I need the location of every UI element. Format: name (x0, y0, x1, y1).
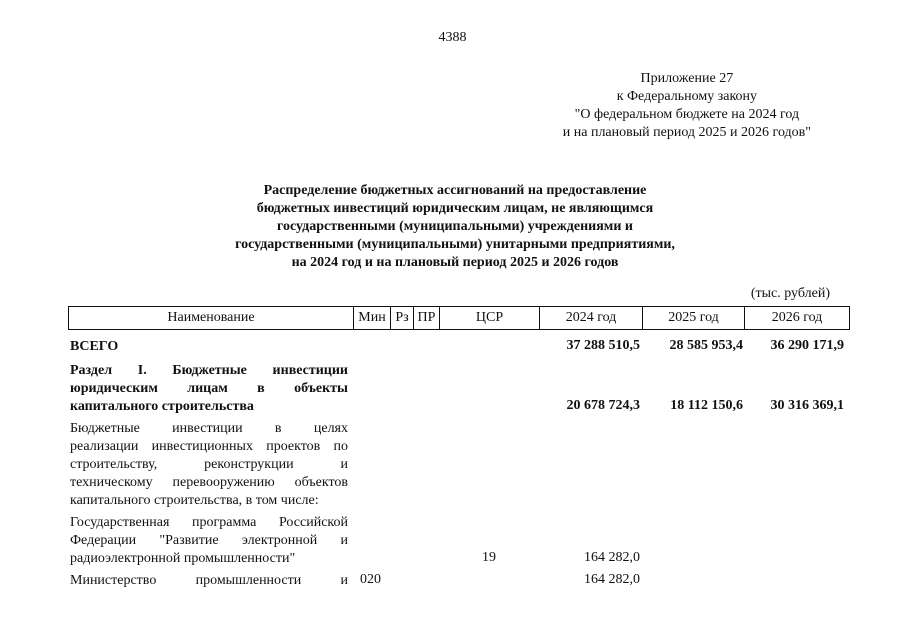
row-name-line: реализации инвестиционных проектов по (70, 439, 348, 454)
value-2024: 164 282,0 (584, 550, 640, 565)
value-2024: 20 678 724,3 (566, 398, 640, 413)
value-csr: 19 (482, 550, 496, 565)
row-name-line: Федерации "Развитие электронной и (70, 533, 348, 548)
table-row-total (70, 338, 850, 356)
header-rz: Рз (391, 307, 414, 329)
row-name (70, 572, 348, 590)
row-name-line: Бюджетные инвестиции в целях (70, 421, 348, 436)
appendix-line: "О федеральном бюджете на 2024 год (574, 107, 800, 122)
table-header (68, 306, 850, 330)
page-number: 4388 (438, 30, 467, 45)
document-title (190, 182, 720, 272)
header-csr: ЦСР (440, 307, 540, 329)
header-min: Мин (354, 307, 391, 329)
row-name-line: юридическим лицам в объекты (70, 381, 348, 396)
value-2024: 164 282,0 (584, 572, 640, 587)
row-name-line: Государственная программа Российской (70, 515, 348, 530)
row-name: ВСЕГО (70, 339, 119, 354)
units-label: (тыс. рублей) (750, 286, 830, 301)
value-min: 020 (360, 572, 381, 587)
title-line: на 2024 год и на плановый период 2025 и 2026 годов (291, 255, 619, 270)
row-name-line: Министерство промышленности и (70, 573, 348, 588)
table-row-ministry (70, 572, 850, 590)
title-line: государственными (муниципальными) унитарными предприятиями, (235, 237, 675, 252)
row-name-line: капитального строительства, в том числе: (70, 493, 319, 508)
value-2025: 18 112 150,6 (670, 398, 743, 413)
appendix-line: Приложение 27 (640, 71, 734, 86)
appendix-line: и на плановый период 2025 и 2026 годов" (562, 125, 811, 140)
table-row-investments (70, 420, 850, 510)
row-name-line: строительству, реконструкции и (70, 457, 348, 472)
row-name-line: капитального строительства (70, 399, 254, 414)
title-line: бюджетных инвестиций юридическим лицам, не являющимся (256, 201, 654, 216)
header-2025: 2025 год (643, 307, 745, 329)
appendix-line: к Федеральному закону (616, 89, 758, 104)
value-2026: 30 316 369,1 (770, 398, 844, 413)
table-row-program (70, 514, 850, 568)
row-name-line: техническому перевооружению объектов (70, 475, 348, 490)
value-2026: 36 290 171,9 (770, 338, 844, 353)
table-row-section (70, 362, 850, 416)
title-line: Распределение бюджетных ассигнований на предоставление (263, 183, 647, 198)
row-name-line: Раздел I. Бюджетные инвестиции (70, 363, 348, 378)
row-name-line: радиоэлектронной промышленности" (70, 551, 296, 566)
header-pr: ПР (414, 307, 440, 329)
row-name (70, 514, 348, 568)
header-name: Наименование (69, 307, 354, 329)
appendix-reference (563, 70, 811, 142)
value-2025: 28 585 953,4 (669, 338, 743, 353)
row-name (70, 362, 348, 416)
header-2026: 2026 год (771, 310, 823, 325)
header-2024: 2024 год (540, 307, 643, 329)
title-line: государственными (муниципальными) учреждениями и (277, 219, 633, 234)
value-2024: 37 288 510,5 (566, 338, 640, 353)
row-name (70, 420, 348, 510)
